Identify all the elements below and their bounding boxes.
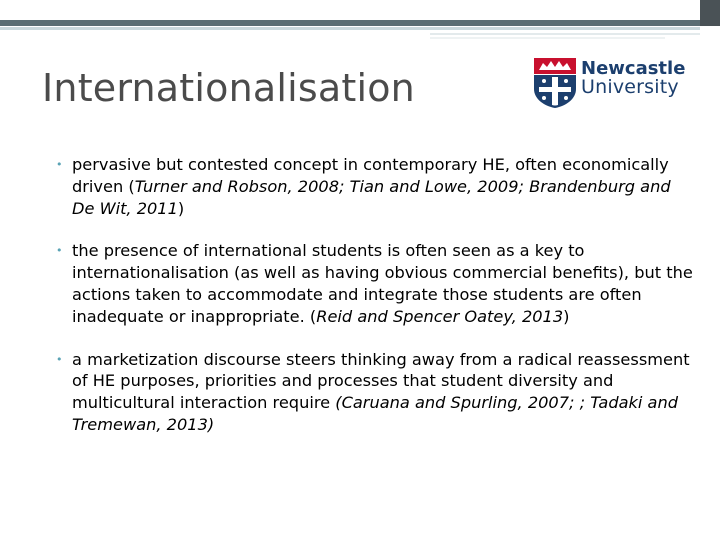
bullet-dot-icon: • [56, 158, 63, 171]
logo-line-1: Newcastle [581, 58, 686, 79]
slide-title: Internationalisation [42, 66, 415, 110]
top-corner-block [700, 0, 720, 26]
university-crest-icon [533, 57, 577, 109]
bullet-text: the presence of international students is often seen as a key to internationalisation (as well as having obvious commercial benefits), but the actions taken to accommodate and integrate those students are often inadequate or inappropriate. ( [72, 241, 693, 326]
bullet-citation: (Caruana and Spurling, 2007; ; Tadaki and Tremewan, 2013) [72, 393, 679, 434]
top-accent-line [0, 27, 700, 30]
bullet-suffix: ) [563, 306, 570, 326]
bullet-item [56, 349, 696, 436]
bullet-list [56, 154, 696, 457]
newcastle-university-logo [533, 57, 703, 111]
top-accent-line-3 [430, 37, 665, 39]
bullet-dot-icon: • [56, 244, 63, 258]
bullet-text: a marketization discourse steers thinking away from a radical reassessment of HE purposes, priorities and processes that student diversity and multicultural interaction require [72, 349, 690, 413]
bullet-suffix: ) [177, 198, 185, 218]
top-accent-line-2 [430, 33, 700, 35]
logo-wordmark [581, 59, 685, 97]
top-decorative-bar [0, 20, 700, 26]
bullet-item [56, 240, 696, 327]
bullet-citation: Turner and Robson, 2008; Tian and Lowe, 2009; Brandenburg and De Wit, 2011 [72, 176, 671, 218]
logo-line-2: University [581, 76, 679, 98]
bullet-text: pervasive but contested concept in contemporary HE, often economically driven ( [72, 155, 669, 196]
bullet-item [56, 154, 696, 219]
bullet-dot-icon: • [56, 352, 63, 366]
bullet-citation: Reid and Spencer Oatey, 2013 [316, 306, 564, 326]
